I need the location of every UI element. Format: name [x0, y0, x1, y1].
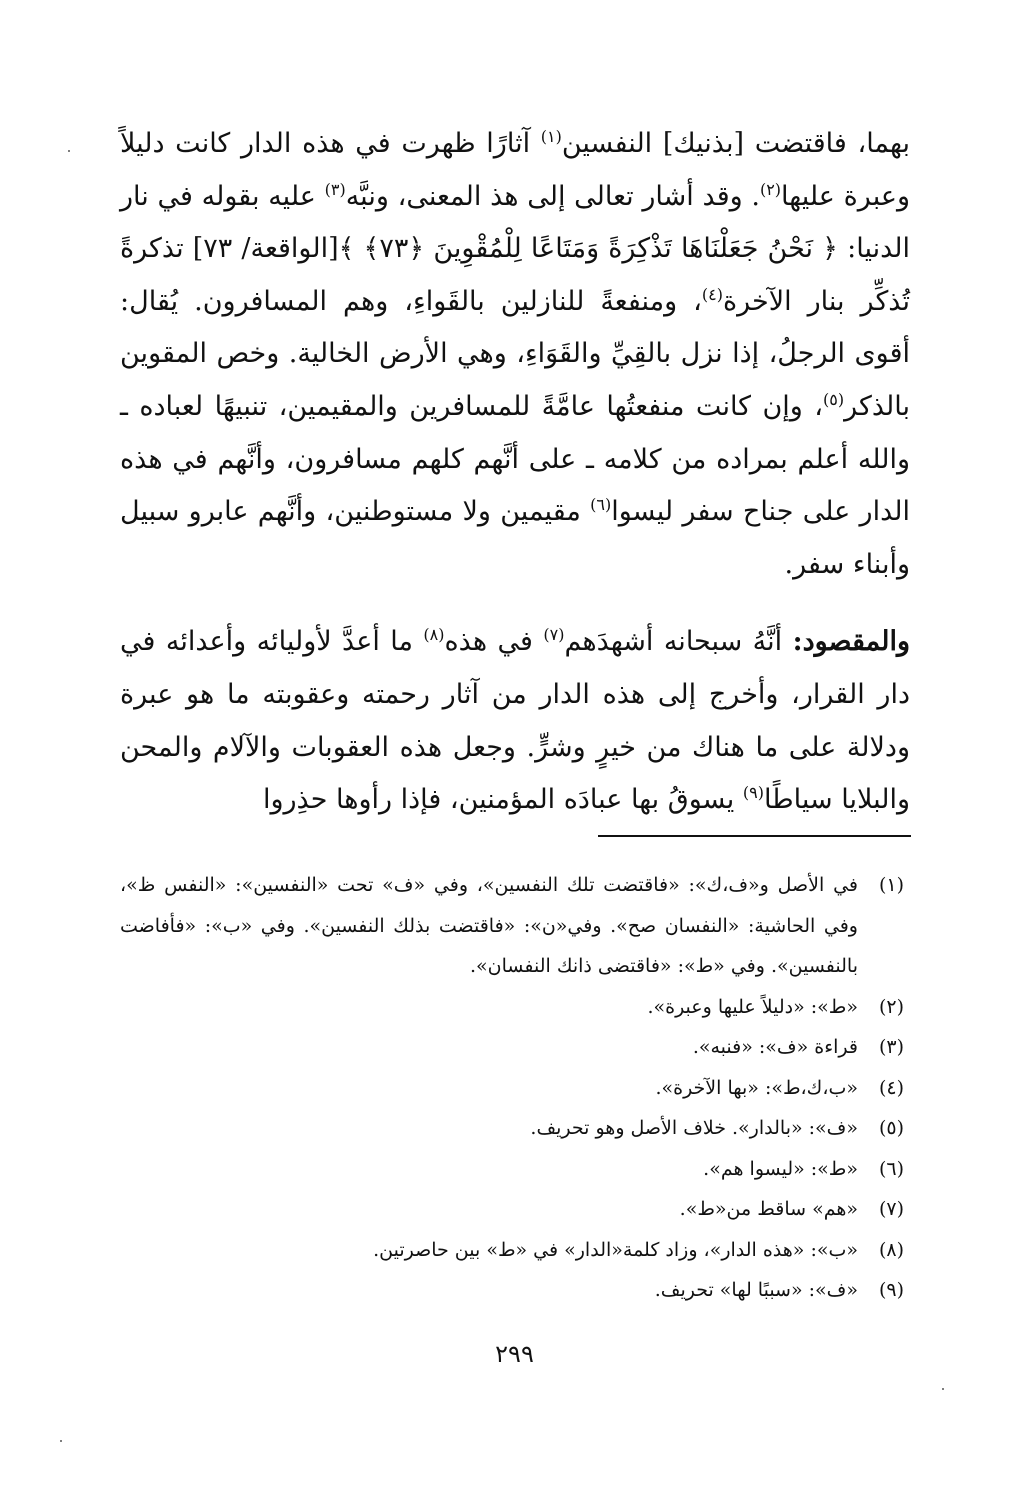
- text-run: ، وإن كانت منفعتُها عامَّةً للمسافرين والمقيمين، تنبيهًا لعباده ـ والله أعلم بمراده من كلامه ـ على أنَّهم كلهم مسافرون، وأنَّهم في هذه الدار على جناح سفر ليسوا: [120, 390, 910, 528]
- footnote-number: (٥): [878, 1117, 904, 1139]
- footnote-number: (٨): [878, 1238, 904, 1261]
- footnote-number: (٤): [878, 1076, 904, 1099]
- footnotes: [120, 865, 910, 1311]
- footnote-ref-4[interactable]: (٤): [701, 284, 723, 304]
- footnote-ref-7[interactable]: (٧): [543, 625, 565, 645]
- footnote-ref-3[interactable]: (٣): [324, 179, 346, 199]
- text-run: مقيمين ولا مستوطنين، وأنَّهم عابرو سبيل وأبناء سفر.: [120, 496, 910, 580]
- footnote-1: [120, 865, 910, 987]
- paragraph-lead-word: والمقصود:: [792, 626, 910, 658]
- footnote-number: (٣): [878, 1036, 904, 1058]
- footnote-4: [120, 1068, 910, 1109]
- footnote-9: [120, 1270, 910, 1311]
- footnote-ref-8[interactable]: (٨): [423, 625, 445, 645]
- footnote-3: [120, 1027, 910, 1068]
- main-text: [120, 118, 910, 827]
- footnote-8: [120, 1230, 910, 1271]
- text-run: في هذه: [444, 626, 544, 658]
- page-number: ٢٩٩: [495, 1340, 534, 1368]
- paragraph-1: [120, 118, 910, 591]
- text-run: ، ومنفعةً للنازلين بالقَواءِ، وهم المسافرون. يُقال: أقوى الرجلُ، إذا نزل بالقِيِّ والقَوَاءِ، وهي الأرض الخالية. وخص المقوين بالذكر: [120, 285, 910, 422]
- footnote-text: «هم» ساقط من«ط».: [679, 1198, 858, 1220]
- footnote-text: «ب»: «هذه الدار»، وزاد كلمة«الدار» في «ط» بين حاصرتين.: [373, 1238, 858, 1261]
- footnote-text: «ف»: «سببًا لها» تحريف.: [654, 1279, 858, 1301]
- paragraph-2: [120, 616, 910, 826]
- footnote-number: (١): [878, 874, 904, 896]
- footnote-7: [120, 1189, 910, 1230]
- text-run: آثارًا ظهرت في هذه الدار كانت دليلاً وعبرة عليها: [120, 128, 910, 212]
- text-run: . وقد أشار تعالى إلى هذ المعنى، ونبَّه: [345, 180, 760, 212]
- text-run: بهما، فاقتضت [بذنيك] النفسين: [561, 128, 910, 159]
- scan-speck: [60, 1440, 62, 1442]
- quran-quote-run: عليه بقوله في نار الدنيا: ﴿ نَحْنُ جَعَلْنَاهَا تَذْكِرَةً وَمَتَاعًا لِلْمُقْوِينَ ﴿٧٣﴾ ﴾[الواقعة/ ٧٣] تذكرةً تُذكِّر بنار الآخرة: [120, 180, 911, 317]
- footnote-number: (٩): [878, 1279, 904, 1301]
- footnote-ref-5[interactable]: (٥): [823, 389, 845, 409]
- footnote-6: [120, 1149, 910, 1190]
- footnote-text: في الأصل و«ف،ك»: «فاقتضت تلك النفسين»، وفي «ف» تحت «النفسين»: «النفس ظ»، وفي الحاشية: «النفسان صح». وفي«ن»: «فاقتضت بذلك النفسين». وفي «ب»: «فأفاضت بالنفسين». وفي «ط»: «فاقتضى ذانك النفسان».: [120, 874, 858, 977]
- footnote-separator: [598, 835, 911, 837]
- footnote-number: (٧): [878, 1198, 904, 1220]
- footnote-number: (٦): [878, 1157, 904, 1180]
- footnote-ref-6[interactable]: (٦): [590, 495, 612, 515]
- footnote-5: [120, 1108, 910, 1149]
- scan-speck: [68, 150, 70, 152]
- footnote-text: «ف»: «بالدار». خلاف الأصل وهو تحريف.: [530, 1117, 858, 1139]
- text-run: يسوقُ بها عبادَه المؤمنين، فإذا رأوها حذِروا: [262, 784, 743, 816]
- footnote-ref-1[interactable]: (١): [540, 127, 562, 146]
- footnote-ref-2[interactable]: (٢): [759, 179, 782, 199]
- footnote-number: (٢): [878, 995, 904, 1018]
- footnote-text: «ط»: «دليلاً عليها وعبرة».: [647, 995, 858, 1018]
- scan-speck: [942, 1388, 944, 1390]
- footnote-text: «ط»: «ليسوا هم».: [703, 1157, 858, 1180]
- footnote-text: قراءة «ف»: «فنبه».: [692, 1036, 858, 1058]
- text-run: ما أعدَّ لأوليائه وأعدائه في دار القرار، وأخرج إلى هذه الدار من آثار رحمته وعقوبته ما هو عبرة ودلالة على ما هناك من خيرٍ وشرٍّ. وجعل هذه العقوبات والآلام والمحن والبلايا سياطًا: [120, 626, 910, 816]
- footnote-text: «ب،ك،ط»: «بها الآخرة».: [655, 1076, 858, 1099]
- footnote-ref-9[interactable]: (٩): [742, 783, 764, 803]
- footnote-2: [120, 987, 910, 1028]
- text-run: أنَّهُ سبحانه أشهدَهم: [564, 626, 793, 658]
